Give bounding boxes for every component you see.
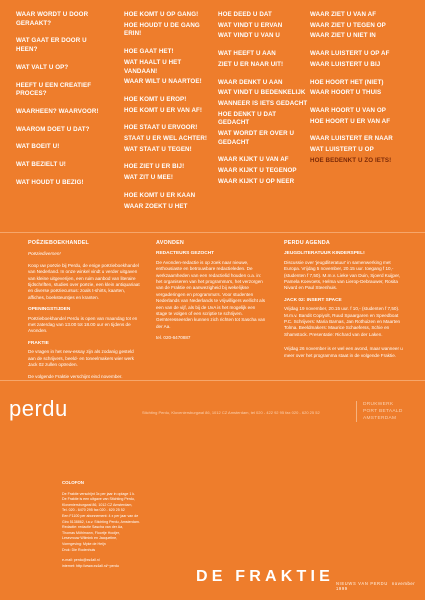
- questions-column-1: [16, 11, 108, 189]
- question: WAT WORDT ER OVER U GEDACHT: [218, 130, 295, 146]
- event-title-1: JEUGDLITERATUUR KINDERSPEL!: [284, 251, 365, 257]
- question: WAT VINDT U ERVAN: [218, 21, 283, 29]
- question: WAAROM DOET U DAT?: [16, 125, 90, 133]
- colofon-line: Kloveniersburgwal 86, 1012 CZ Amsterdam,: [62, 502, 133, 507]
- question: HOE KOMT U ER VAN AF!: [124, 106, 203, 114]
- masthead-tagline: NIEUWS VAN PERDU: [336, 581, 388, 586]
- section-agenda: [284, 240, 404, 364]
- section-title: AVONDEN: [156, 240, 184, 246]
- question: HOE GAAT HET!: [124, 48, 174, 56]
- question: HEEFT U EEN CREATIEF PROCES?: [16, 81, 92, 98]
- question: WAT HEEFT U AAN: [218, 50, 276, 58]
- section-title: POËZIEBOEKHANDEL: [28, 240, 90, 246]
- question: HOE DENKT U DAT GEDACHT: [218, 110, 277, 127]
- colofon-line: e-mail: perdu@xs4all.nl: [62, 558, 100, 563]
- question: WAARHEEN? WAARVOOR!: [16, 107, 99, 115]
- masthead-title: DE FRAKTIE: [196, 568, 334, 585]
- event-body-1: Discussie over 'jeugdliteratuur' in samenwerking met Europa. Vrijdag 5 november, 20.15 uur. toegang f 10,- (studenten f 7,50). M.m.v. Lieke van Duin, Sjoerd Kuijper, Pamela Koevoets, Helma van Lierop-Debrauwer, Rosita Nivard en Paul Steenhuis.: [284, 259, 401, 291]
- masthead-issue: november 1999: [336, 581, 416, 591]
- section-subtitle: Poëziediversen!: [28, 251, 61, 257]
- contact-line: tel. 020-6470887: [156, 335, 191, 341]
- sender-address: Stichting Perdu, Kloveniersburgwal 86, 1012 CZ Amsterdam, tel 020 - 422 92 95 fax 020 - 620 25 52: [142, 410, 320, 415]
- question: WAT VINDT U BEDENKELIJK: [218, 89, 306, 97]
- question: WAAR ZIET U TEGEN OP: [310, 21, 386, 29]
- colofon-line: Redactie: redactie Sascha van der Aa,: [62, 525, 124, 530]
- openingstijden-body: Poëzieboekhandel Perdu is open van maandag tot en met zaterdag van 13.00 tot 18.00 uur en tijdens de Avonden.: [28, 315, 138, 334]
- question: WANNEER IS IETS GEDACHT: [218, 99, 308, 107]
- question: WAAR HOORT U VAN OP: [310, 106, 387, 114]
- perdu-logo: perdu: [9, 396, 68, 421]
- question: HOE KOMT U ER KAAN: [124, 191, 196, 199]
- question: WAAR WILT U NAARTOE!: [124, 78, 202, 86]
- question: WAAR KIJKT U TEGENOP: [218, 167, 297, 175]
- question: WAT HOUDT U BEZIG!: [16, 178, 84, 186]
- colofon-line: Giro 5138862, t.a.v. Stichting Perdu, Amsterdam.: [62, 519, 140, 524]
- question: STAAT U ER WEL ACHTER!: [124, 135, 208, 143]
- colofon-line: internet: http://www.xs4all.nl/~perdu: [62, 563, 119, 568]
- question: WAAR KIJKT U VAN AF: [218, 156, 289, 164]
- colofon-line: De Fraktie verschijnt 3x per jaar in oplage 1 k.: [62, 491, 136, 496]
- colofon-line: Een F1100 per abonnement: 4 x per jaar van de: [62, 513, 139, 518]
- fold-line-top: [0, 232, 425, 233]
- question: HOE HOORT U ER VAN AF: [310, 117, 391, 125]
- section-body: De Avonden-redactie is op zoek naar nieuwe, enthousiaste en betrouwbare redactieleden. De werkzaamheden van een redactielid houden o.a. in: het organiseren van het programma's, het verzorgen van de Fraktie en aanwezigheid bij wekelijkse vergaderingen en programma's. Voor studenten Nederlands van Nederlands te vrijwilligers wellicht als een van de vijf, als bij de UvA is het mogelijk een stage te volgen of een scriptie te schrijven. Geïnteresseerden kunnen zich richten tot Sascha van der Aa.: [156, 259, 266, 329]
- question: WAAR WORDT U DOOR GERAAKT?: [16, 11, 89, 27]
- questions-column-4: [310, 11, 418, 167]
- section-poezieboekhandel: [28, 240, 142, 385]
- question: WAT GAAT ER DOOR U HEEN?: [16, 37, 87, 54]
- question: HOE DEED U DAT: [218, 11, 272, 18]
- question: HOE STAAT U ERVOOR!: [124, 124, 198, 132]
- openingstijden-title: OPENINGSTIJDEN: [28, 307, 71, 313]
- question: WAT VINDT U VAN U: [218, 32, 280, 40]
- question: WAAR LUISTERT U OP AF: [310, 50, 390, 58]
- event-body-2: Vrijdag 19 november, 20.15 uur. f 10,- (studenten f 7,50). M.m.v. Bandit Copiyolt, Ruud Spaargaren en Speedboat P.C. Schrijvers: Maria Barnas, Jan Rothuizen en Maarten Tolma. Beeldmakers: Maurice Schaeferss, Schie en Shamstock. Presentatie: Richard van der Laken.: [284, 306, 401, 337]
- question: HOE BEDENKT U ZO IETS!: [310, 156, 392, 164]
- question: WAAR HOORT U THUIS: [310, 89, 382, 97]
- question: HOE KOMT U EROP!: [124, 95, 187, 103]
- postage-line: AMSTERDAM: [363, 416, 397, 421]
- questions-column-3: [218, 11, 308, 189]
- question: WAAR KIJKT U OP NEER: [218, 177, 295, 185]
- question: HOE KOMT U OP GANG!: [124, 11, 199, 18]
- postage-line: DRUKWERK: [363, 402, 394, 407]
- question: WAT ZIT U MEE!: [124, 174, 174, 182]
- colofon-line: Thomas Möhlmann, Floortje Hooijer,: [62, 530, 120, 535]
- colofon-line: Lesevrouw Wilmink en Jacqueline,: [62, 536, 118, 541]
- section-subtitle: REDACTEURS GEZOCHT: [156, 251, 215, 257]
- colofon: [62, 480, 142, 569]
- question: WAT BEZIELT U!: [16, 161, 66, 169]
- question: WAT VALT U OP?: [16, 63, 69, 71]
- colofon-lines: [62, 492, 142, 570]
- fraktie-note: De volgende Fraktie verschijnt eind november.: [28, 373, 123, 379]
- question: WAT STAAT U TEGEN!: [124, 145, 192, 153]
- question: WAAR ZIET U VAN AF: [310, 11, 377, 18]
- question: WAT HAALT U HET VANDAAN!: [124, 58, 182, 75]
- question: WAAR ZOEKT U HET: [124, 202, 188, 210]
- question: HOE HOUDT U DE GANG ERIN!: [124, 21, 200, 38]
- fraktie-title: FRAKTIE: [28, 340, 49, 346]
- fraktie-body: De vragen in het new-essay zijn als zodanig gesteld aan de schrijvers, beeld- en toneelmakers wier werk Jack 02 zullen optreden.: [28, 349, 134, 368]
- postage-block: [356, 401, 403, 422]
- question: HOE HOORT HET (NIET): [310, 78, 384, 86]
- questions-column-2: [124, 11, 212, 213]
- masthead-subtitle: [336, 581, 425, 591]
- event-body-3: Vrijdag 26 november is er wel een avond, maar wanneer u meer over het programma staat in de volgende Fraktie.: [284, 346, 403, 358]
- question: WAAR DENKT U AAN: [218, 78, 283, 86]
- section-body: Koop uw poëzie bij Perdu, de enige poëzieboekhandel van Nederland. In onze winkel vindt u verder uitgaven van kleine uitgeverijen, een ruim aanbod van literaire tijdschriften, studies over poëzie, een klein antiquariaat en diverse poëziecursus: zoals t-shirts, kaarten, affiches, boeksteuntjes en kranten.: [28, 262, 140, 300]
- colofon-line: De Fraktie is een uitgave van Stichting Perdu,: [62, 497, 135, 502]
- section-title: PERDU AGENDA: [284, 240, 330, 246]
- question: WAAR LUISTERT ER NAAR: [310, 135, 393, 143]
- question: HOE ZIET U ER BIJ!: [124, 163, 185, 171]
- question: WAAR LUISTERT U BIJ: [310, 60, 381, 68]
- question: WAT LUISTERT U OP: [310, 146, 374, 154]
- postage-line: PORT BETAALD: [363, 409, 403, 414]
- question: ZIET U ER NAAR UIT!: [218, 60, 284, 68]
- question: WAAR ZIET U NIET IN: [310, 32, 376, 40]
- question: WAT BOEIT U!: [16, 143, 60, 151]
- event-title-2: JACK 02: INSERT SPACE: [284, 297, 342, 303]
- colofon-line: Vormgeving: Myke de Heijn: [62, 541, 106, 546]
- fold-line-middle: [0, 380, 425, 381]
- colofon-title: COLOFON: [62, 480, 84, 485]
- colofon-line: Tel. 020 - 6470 295 fax 020 - 620 25 52: [62, 508, 125, 513]
- colofon-line: Druk: Die Rodenhuis: [62, 547, 96, 552]
- section-avonden: [156, 240, 266, 347]
